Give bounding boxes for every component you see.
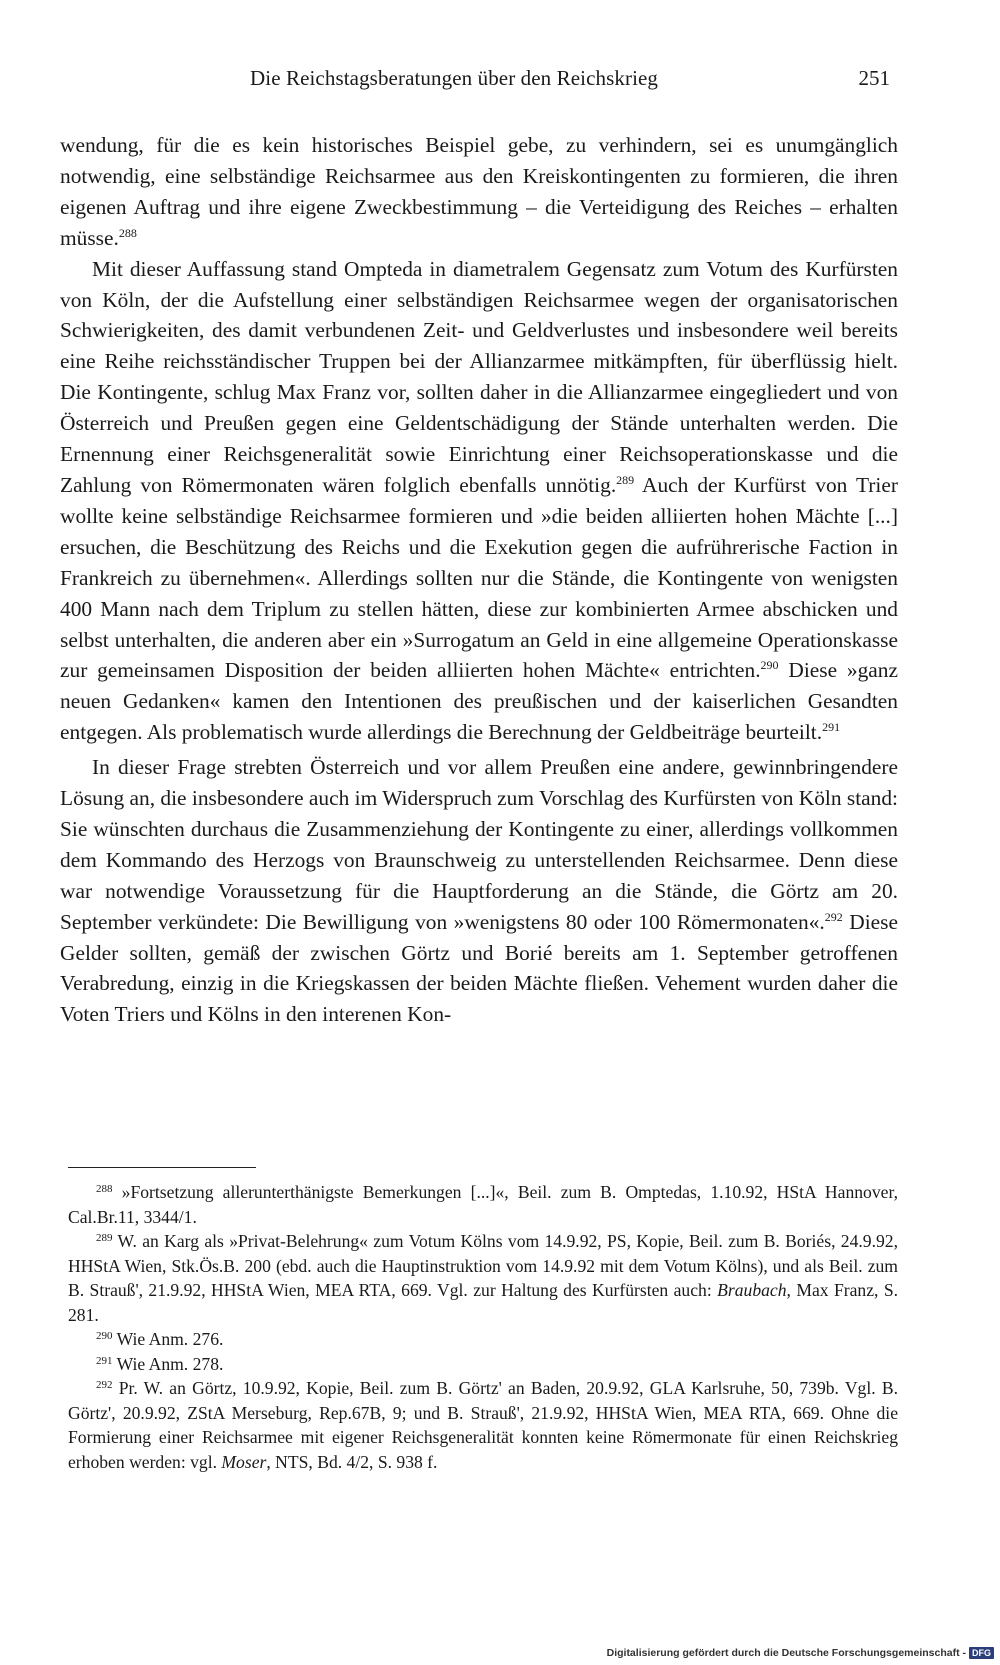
footnote-ref-288[interactable]: 288 xyxy=(118,225,137,240)
footnote-number: 288 xyxy=(96,1183,113,1195)
footnote-text: , Max Franz, S. 281. xyxy=(68,1280,899,1325)
footnote-text: W. an Karg als »Privat-Belehrung« zum Votum Kölns vom 14.9.92, PS, Kopie, Beil. zum B. Boriés, 24.9.92, HHStA Wien, Stk.Ös.B. 200 (ebd. auch die Hauptinstruktion vom 14.9.92 mit dem Votum Kölns), und als Beil. zum B. Strauß', 21.9.92, HHStA Wien, MEA RTA, 669. Vgl. zur Haltung des Kurfürsten auch: xyxy=(68,1231,898,1300)
running-title: Die Reichstagsberatungen über den Reichskrieg xyxy=(250,66,659,90)
paragraph-text: Auch der Kurfürst von Trier wollte keine selbständige Reichsarmee formieren und »die beiden alliierten hohen Mächte [...] ersuchen, die Beschützung des Reichs und die Exekution gegen die aufrührerische Faction in Frankreich zu übernehmen«. Allerdings sollten nur die Stände, die Kontingente von wenigsten 400 Mann nach dem Triplum zu stellen hätten, diese zur kombinierten Armee abschicken und selbst unterhalten, die anderen aber ein »Surrogatum an Geld in eine allgemeine Operationskasse zur gemeinsamen Disposition der beiden alliierten hohen Mächte« entrichten. xyxy=(60,472,898,683)
footnote-number: 291 xyxy=(96,1354,113,1367)
footnote-text: , NTS, Bd. 4/2, S. 938 f. xyxy=(266,1451,438,1472)
footnote-291 xyxy=(68,1352,898,1377)
footnote-text: »Fortsetzung allerunterthänigste Bemerkungen [...]«, Beil. zum B. Omptedas, 1.10.92, HStA Hannover, Cal.Br.11, 3344/1. xyxy=(68,1182,898,1227)
footnote-ref-292[interactable]: 292 xyxy=(824,909,843,924)
footnote-rule xyxy=(68,1167,256,1168)
footnote-text: Wie Anm. 278. xyxy=(116,1353,224,1374)
page-number: 251 xyxy=(858,66,890,90)
paragraph-text: Mit dieser Auffassung stand Ompteda in diametralem Gegensatz zum Votum des Kurfürsten von Köln, der die Aufstellung einer selbständigen Reichsarmee wegen der organisatorischen Schwierigkeiten, des damit verbundenen Zeit- und Geldverlustes und insbesondere weil bereits eine Reihe reichsständischer Truppen bei der Allianzarmee mitkämpften, für überflüssig hielt. Die Kontingente, schlug Max Franz vor, sollten daher in die Allianzarmee eingegliedert und von Österreich und Preußen gegen eine Geldentschädigung der Stände unterhalten werden. Die Ernennung einer Reichsgeneralität sowie Einrichtung einer Reichsoperationskasse und die Zahlung von Römermonaten wären folglich ebenfalls unnötig. xyxy=(60,256,898,497)
footnote-author: Moser xyxy=(221,1451,267,1472)
footer-credit: Digitalisierung gefördert durch die Deutsche Forschungsgemeinschaft - xyxy=(606,1647,966,1659)
paragraph-text: In dieser Frage strebten Österreich und vor allem Preußen eine andere, gewinnbringendere Lösung an, die insbesondere auch im Widerspruch zum Vorschlag des Kurfürsten von Köln stand: Sie wünschten durchaus die Zusammenziehung der Kontingente zu einer, allerdings vollkommen dem Kommando des Herzogs von Braunschweig zu unterstellenden Reichsarmee. Denn diese war notwendige Voraussetzung für die Hauptforderung an die Stände, die Görtz am 20. September verkündete: Die Bewilligung von »wenigstens 80 oder 100 Römermonaten«. xyxy=(60,755,898,934)
paragraph-text: Diese Gelder sollten, gemäß der zwischen Görtz und Borié bereits am 1. September getroffenen Verabredung, einzig in die Kriegskassen der beiden Mächte fließen. Vehement wurden daher die Voten Triers und Kölns in den interenen Kon- xyxy=(60,909,898,1027)
dfg-logo-icon[interactable]: DFG xyxy=(969,1647,994,1659)
footnote-290 xyxy=(68,1327,898,1352)
running-head xyxy=(60,66,890,96)
footnote-ref-290[interactable]: 290 xyxy=(760,658,779,673)
paragraph-text: Diese »ganz neuen Gedanken« kamen den Intentionen des preußischen und der kaiserlichen Gesandten entgegen. Als problematisch wurde allerdings die Berechnung der Geldbeiträge beurteilt. xyxy=(60,658,898,745)
footnote-ref-291[interactable]: 291 xyxy=(822,720,841,735)
paragraph-3 xyxy=(60,752,898,1030)
footnote-289 xyxy=(68,1229,898,1327)
footnote-number: 292 xyxy=(96,1379,113,1391)
paragraph-1 xyxy=(60,130,898,254)
paragraph-2 xyxy=(60,254,898,749)
footnote-text: Pr. W. an Görtz, 10.9.92, Kopie, Beil. zum B. Görtz' an Baden, 20.9.92, GLA Karlsruhe, 50, 739b. Vgl. B. Görtz', 20.9.92, ZStA Merseburg, Rep.67B, 9; und B. Strauß', 21.9.92, HHStA Wien, MEA RTA, 669. Ohne die Formierung einer Reichsarmee mit eigener Reichsgeneralität konnten keine Römermonate für einen Reichskrieg erhoben werden: vgl. xyxy=(68,1378,898,1472)
main-text xyxy=(60,130,898,1030)
digitization-footer xyxy=(607,1647,994,1659)
footnote-number: 289 xyxy=(96,1232,113,1244)
footnote-288 xyxy=(68,1180,898,1229)
paragraph-text: wendung, für die es kein historisches Beispiel gebe, zu verhindern, sei es unumgänglich notwendig, eine selbständige Reichsarmee aus den Kreiskontingenten zu formieren, die ihren eigenen Auftrag und ihre eigene Zweckbestimmung – die Verteidigung des Reiches – erhalten müsse. xyxy=(60,133,898,250)
footnote-author: Braubach xyxy=(717,1280,787,1300)
footnote-ref-289[interactable]: 289 xyxy=(616,472,635,487)
footnotes xyxy=(68,1180,898,1474)
footnote-292 xyxy=(68,1376,898,1474)
footnote-number: 290 xyxy=(96,1330,113,1342)
footnote-text: Wie Anm. 276. xyxy=(116,1329,224,1349)
